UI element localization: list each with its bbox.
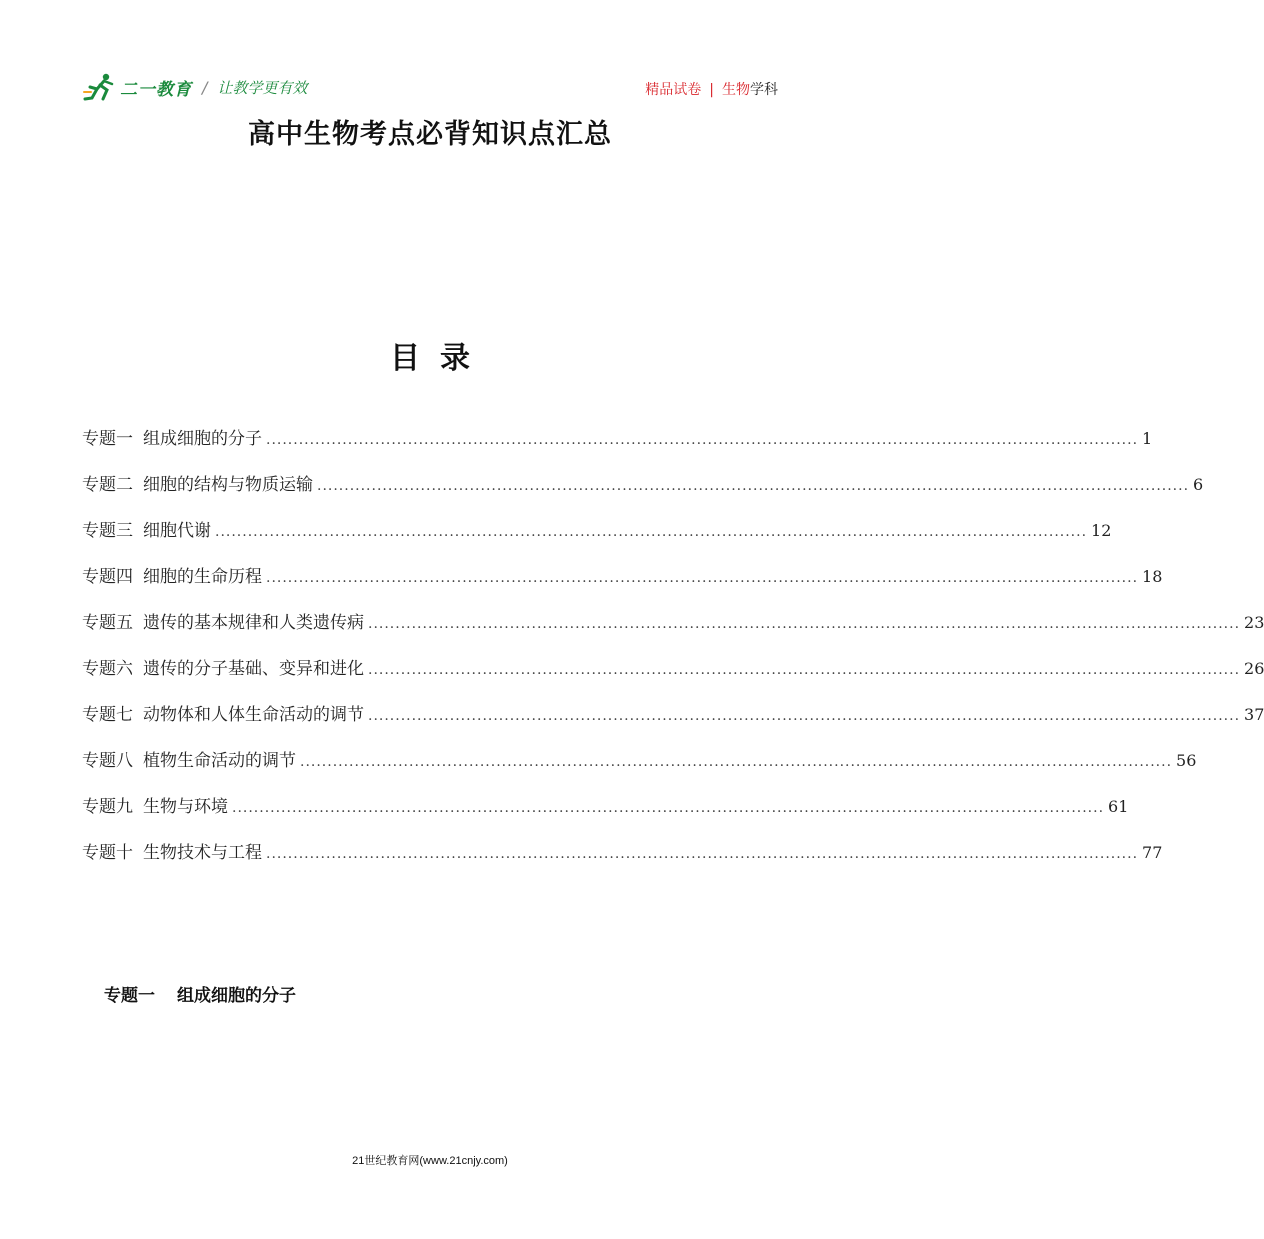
toc-entry-page: 18	[1142, 567, 1163, 586]
toc-entry-label	[82, 424, 262, 449]
table-of-contents	[82, 424, 1264, 884]
toc-entry-page: 37	[1244, 705, 1264, 724]
toc-entry-title: 细胞的结构与物质运输	[143, 475, 313, 495]
toc-entry[interactable]	[82, 654, 1264, 700]
toc-entry-page: 12	[1091, 521, 1112, 540]
toc-entry-label	[82, 516, 211, 541]
toc-leader-dots: ................................................................................................................................................................	[215, 524, 1088, 540]
toc-entry[interactable]	[82, 792, 1129, 838]
toc-leader-dots: ................................................................................................................................................................	[368, 708, 1241, 724]
logo-name: 二一教育	[120, 79, 192, 100]
brand-product: 精品试卷	[645, 82, 702, 98]
toc-leader-dots: ................................................................................................................................................................	[368, 616, 1241, 632]
toc-entry-label	[82, 700, 364, 725]
toc-entry-label	[82, 746, 296, 771]
toc-entry-number: 专题七	[82, 705, 133, 725]
toc-entry-page: 56	[1176, 751, 1197, 770]
toc-leader-dots: ................................................................................................................................................................	[300, 754, 1173, 770]
toc-entry-number: 专题三	[82, 521, 133, 541]
toc-entry-number: 专题五	[82, 613, 133, 633]
toc-entry-title: 生物技术与工程	[143, 843, 262, 863]
logo-slogan: 让教学更有效	[217, 78, 308, 97]
brand-subject-prefix: 生物	[722, 82, 750, 98]
toc-entry[interactable]	[82, 424, 1153, 470]
toc-entry[interactable]	[82, 838, 1163, 884]
toc-entry-page: 61	[1108, 797, 1129, 816]
toc-entry-number: 专题一	[82, 429, 133, 449]
document-title: 高中生物考点必背知识点汇总	[248, 119, 612, 150]
toc-entry[interactable]	[82, 516, 1112, 562]
toc-entry-number: 专题九	[82, 797, 133, 817]
toc-entry-title: 细胞代谢	[143, 521, 211, 541]
toc-entry-title: 组成细胞的分子	[143, 429, 262, 449]
toc-entry[interactable]	[82, 608, 1264, 654]
brand-label	[645, 79, 778, 99]
toc-entry-page: 23	[1244, 613, 1264, 632]
toc-entry[interactable]	[82, 470, 1204, 516]
toc-entry-title: 植物生命活动的调节	[143, 751, 296, 771]
toc-leader-dots: ................................................................................................................................................................	[266, 846, 1139, 862]
section-heading	[104, 981, 296, 1006]
logo-separator: /	[202, 77, 208, 97]
toc-entry-number: 专题八	[82, 751, 133, 771]
toc-entry-number: 专题十	[82, 843, 133, 863]
toc-entry-label	[82, 792, 228, 817]
section-title: 组成细胞的分子	[177, 986, 296, 1006]
toc-entry-label	[82, 470, 313, 495]
toc-leader-dots: ................................................................................................................................................................	[317, 478, 1190, 494]
toc-entry-title: 遗传的基本规律和人类遗传病	[143, 613, 364, 633]
toc-entry-number: 专题二	[82, 475, 133, 495]
toc-entry-page: 6	[1193, 475, 1204, 494]
runner-logo-icon	[82, 72, 118, 102]
toc-entry-number: 专题六	[82, 659, 133, 679]
toc-entry-label	[82, 838, 262, 863]
toc-entry-label	[82, 654, 364, 679]
toc-entry[interactable]	[82, 746, 1197, 792]
toc-entry-number: 专题四	[82, 567, 133, 587]
toc-leader-dots: ................................................................................................................................................................	[232, 800, 1105, 816]
toc-entry-title: 细胞的生命历程	[143, 567, 262, 587]
toc-leader-dots: ................................................................................................................................................................	[368, 662, 1241, 678]
toc-leader-dots: ................................................................................................................................................................	[266, 432, 1139, 448]
toc-entry-label	[82, 608, 364, 633]
toc-entry-title: 生物与环境	[143, 797, 228, 817]
toc-entry[interactable]	[82, 562, 1163, 608]
toc-entry-title: 遗传的分子基础、变异和进化	[143, 659, 364, 679]
page-header	[0, 0, 860, 110]
toc-entry-page: 1	[1142, 429, 1153, 448]
brand-separator: |	[709, 82, 714, 98]
toc-entry-title: 动物体和人体生命活动的调节	[143, 705, 364, 725]
toc-entry-page: 77	[1142, 843, 1163, 862]
toc-title: 目录	[390, 341, 490, 376]
toc-entry-label	[82, 562, 262, 587]
toc-entry[interactable]	[82, 700, 1264, 746]
section-number: 专题一	[104, 986, 155, 1006]
toc-entry-page: 26	[1244, 659, 1264, 678]
page-footer: 21世纪教育网(www.21cnjy.com)	[352, 1155, 508, 1167]
brand-subject-suffix: 学科	[750, 82, 778, 98]
toc-leader-dots: ................................................................................................................................................................	[266, 570, 1139, 586]
logo	[82, 72, 307, 102]
